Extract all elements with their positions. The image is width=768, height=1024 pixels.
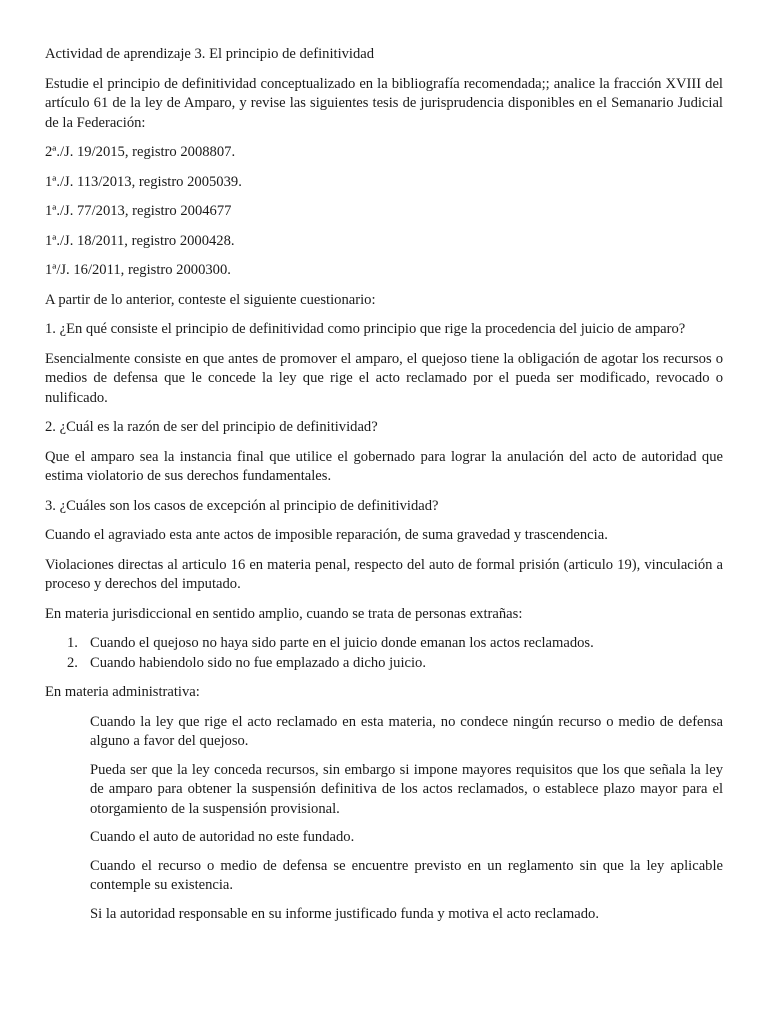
list-item-text: Cuando el quejoso no haya sido parte en el juicio donde emanan los actos reclamados. [90, 635, 594, 651]
answer-3-paragraph: Cuando el agraviado esta ante actos de imposible reparación, de suma gravedad y trascendencia. [45, 527, 608, 543]
document-page [45, 45, 723, 933]
admin-cases [90, 713, 723, 925]
tesis-item: 2ª./J. 19/2015, registro 2008807. [45, 144, 236, 160]
question-2: 2. ¿Cuál es la razón de ser del principio de definitividad? [45, 419, 378, 435]
admin-case: Cuando la ley que rige el acto reclamado en esta materia, no condece ningún recurso o medio de defensa alguno a favor del quejoso. [90, 713, 723, 749]
admin-case: Si la autoridad responsable en su informe justificado funda y motiva el acto reclamado. [90, 905, 599, 922]
question-1: 1. ¿En qué consiste el principio de definitividad como principio que rige la procedencia del juicio de amparo? [45, 321, 686, 337]
tesis-item: 1ª./J. 77/2013, registro 2004677 [45, 203, 232, 219]
list-item-text: Cuando habiendolo sido no fue emplazado a dicho juicio. [90, 654, 426, 671]
tesis-item: 1ª./J. 18/2011, registro 2000428. [45, 232, 235, 249]
list-item [45, 634, 723, 654]
answer-2: Que el amparo sea la instancia final que utilice el gobernado para lograr la anulación del acto de autoridad que estima violatorio de sus derechos fundamentales. [45, 448, 723, 484]
document-title: Actividad de aprendizaje 3. El principio de definitividad [45, 46, 375, 62]
admin-case: Cuando el recurso o medio de defensa se encuentre previsto en un reglamento sin que la ley aplicable contemple su existencia. [90, 857, 723, 893]
tesis-item: 1ª/J. 16/2011, registro 2000300. [45, 262, 231, 278]
answer-3-paragraph: Violaciones directas al articulo 16 en materia penal, respecto del auto de formal prisión (articulo 19), vinculación a proceso y derechos del imputado. [45, 556, 723, 592]
answer-1: Esencialmente consiste en que antes de promover el amparo, el quejoso tiene la obligación de agotar los recursos o medios de defensa que le concede la ley que rige el acto reclamado por el pueda ser modificado, revocado o nulificado. [45, 350, 723, 406]
admin-heading: En materia administrativa: [45, 684, 200, 700]
admin-case: Pueda ser que la ley conceda recursos, sin embargo si impone mayores requisitos que los que señala la ley de amparo para obtener la suspensión definitiva de los actos reclamados, o establece plazo mayor para el otorgamiento de la suspensión provisional. [90, 761, 723, 817]
cuestionario-intro: A partir de lo anterior, conteste el siguiente cuestionario: [45, 291, 376, 308]
admin-case: Cuando el auto de autoridad no este fundado. [90, 829, 355, 845]
list-item [45, 654, 723, 674]
question-3: 3. ¿Cuáles son los casos de excepción al principio de definitividad? [45, 497, 439, 514]
numbered-list [45, 634, 723, 673]
list-item-number: 1. [67, 635, 78, 651]
tesis-item: 1ª./J. 113/2013, registro 2005039. [45, 173, 242, 190]
intro-paragraph: Estudie el principio de definitividad conceptualizado en la bibliografía recomendada;; analice la fracción XVIII del artículo 61 de la ley de Amparo, y revise las siguientes tesis de jurisprudencia disponibles en el Semanario Judicial de la Federación: [45, 75, 723, 131]
list-item-number: 2. [67, 654, 78, 671]
answer-3-paragraph: En materia jurisdiccional en sentido amplio, cuando se trata de personas extrañas: [45, 605, 523, 622]
